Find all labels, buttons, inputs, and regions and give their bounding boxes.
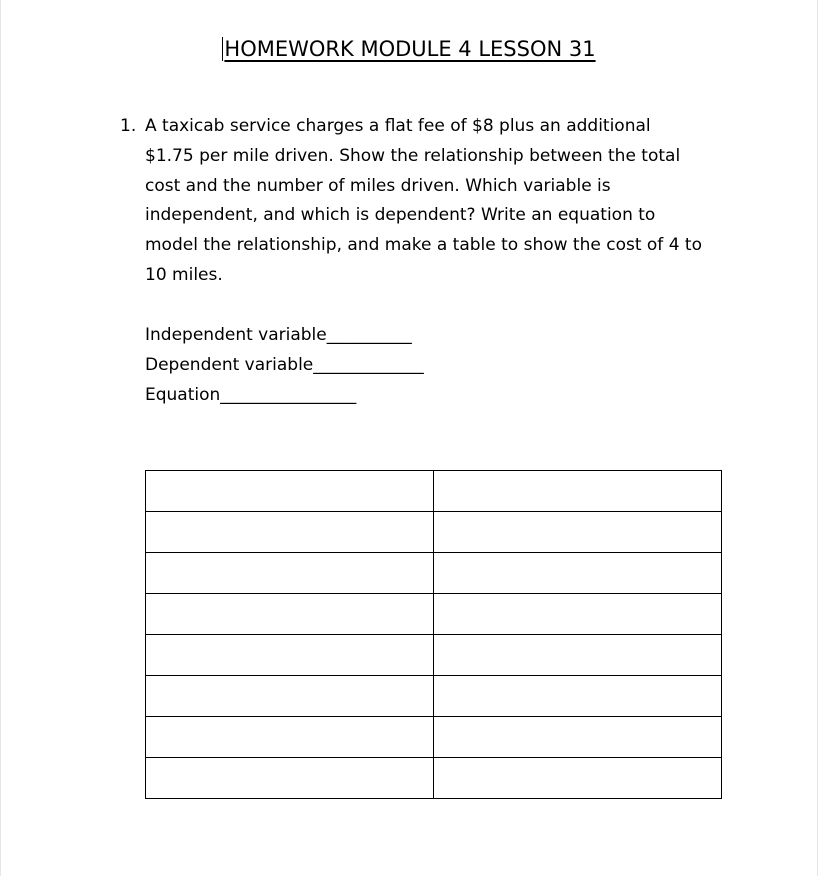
- table-cell[interactable]: [146, 594, 434, 635]
- question-text: [145, 112, 730, 291]
- answer-table-body: [146, 471, 722, 799]
- answer-table: [145, 470, 722, 799]
- page-edge-left: [0, 0, 1, 876]
- table-row: [146, 758, 722, 799]
- table-cell[interactable]: [146, 512, 434, 553]
- title-text: HOMEWORK MODULE 4 LESSON 31: [224, 37, 596, 61]
- page-title: [0, 32, 818, 66]
- question-line: independent, and which is dependent? Write an equation to: [145, 205, 656, 226]
- question-line: cost and the number of miles driven. Which variable is: [145, 175, 611, 196]
- table-cell[interactable]: [146, 717, 434, 758]
- question-number: 1.: [120, 116, 137, 136]
- table-row: [146, 717, 722, 758]
- dependent-variable-blank[interactable]: Dependent variable_____________: [145, 355, 424, 375]
- table-cell[interactable]: [434, 512, 722, 553]
- table-cell[interactable]: [434, 553, 722, 594]
- table-cell[interactable]: [434, 471, 722, 512]
- table-cell[interactable]: [146, 758, 434, 799]
- question-line: 10 miles.: [145, 264, 223, 285]
- table-cell[interactable]: [146, 553, 434, 594]
- table-row: [146, 676, 722, 717]
- table-row: [146, 553, 722, 594]
- table-row: [146, 512, 722, 553]
- table-cell[interactable]: [434, 676, 722, 717]
- table-cell[interactable]: [434, 594, 722, 635]
- question-line: model the relationship, and make a table to show the cost of 4 to: [145, 235, 702, 256]
- question-line: A taxicab service charges a flat fee of $8 plus an additional: [145, 116, 651, 136]
- table-cell[interactable]: [434, 758, 722, 799]
- table-cell[interactable]: [146, 635, 434, 676]
- independent-variable-blank[interactable]: Independent variable__________: [145, 325, 412, 345]
- table-cell[interactable]: [434, 717, 722, 758]
- table-row: [146, 635, 722, 676]
- answer-blanks: [145, 320, 424, 410]
- equation-blank[interactable]: Equation________________: [145, 385, 357, 405]
- table-cell[interactable]: [146, 471, 434, 512]
- question-line: $1.75 per mile driven. Show the relationship between the total: [145, 145, 681, 166]
- table-cell[interactable]: [434, 635, 722, 676]
- table-row: [146, 594, 722, 635]
- table-cell[interactable]: [146, 676, 434, 717]
- table-row: [146, 471, 722, 512]
